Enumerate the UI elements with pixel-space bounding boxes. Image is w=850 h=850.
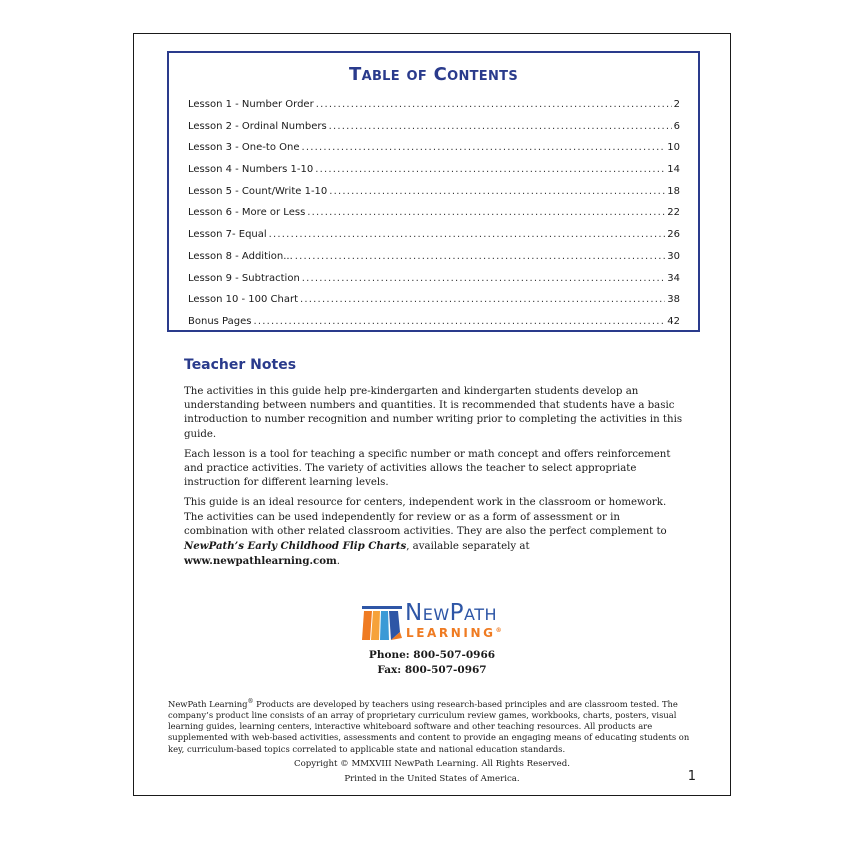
toc-leader (329, 186, 665, 197)
toc-entry (188, 273, 680, 295)
website-url: www.newpathlearning.com (184, 555, 337, 568)
toc-leader (316, 99, 672, 110)
toc-entry-page: 22 (667, 207, 680, 219)
document-page (133, 33, 731, 796)
toc-leader (315, 164, 665, 175)
registered-mark: ® (495, 627, 502, 634)
toc-entry-page: 34 (667, 272, 680, 284)
logo-wordmark-learning (406, 626, 502, 640)
about-brand: NewPath Learning (168, 698, 248, 709)
toc-entry (188, 99, 680, 121)
about-company (168, 696, 700, 755)
toc-entry-page: 30 (667, 250, 680, 262)
toc-entry-page: 2 (673, 99, 680, 110)
toc-entry-page: 6 (673, 120, 680, 132)
notes-paragraph-2: Each lesson is a tool for teaching a specific number or math concept and offers reinforcement and practice activities. The variety of activities allows the teacher to select appropriate instruction for different learning levels. (184, 448, 671, 489)
toc-entry-page: 38 (667, 294, 680, 306)
toc-entry (188, 207, 680, 229)
book-stack-icon (360, 602, 404, 642)
fax-number: Fax: 800-507-0967 (377, 664, 487, 676)
toc-entry-label: Lesson 6 - More or Less (188, 207, 306, 219)
contact-info (134, 648, 730, 678)
toc-leader (295, 251, 666, 262)
toc-entry-label: Lesson 7- Equal (188, 229, 267, 241)
notes-paragraph-3 (184, 496, 684, 569)
toc-entry-label: Lesson 5 - Count/Write 1-10 (188, 185, 328, 197)
logo-wordmark-newpath: NewPath (405, 600, 498, 626)
toc-entry-page: 42 (667, 315, 680, 327)
toc-leader (307, 207, 665, 218)
copyright (134, 757, 730, 787)
toc-leader (253, 316, 665, 327)
phone-number: Phone: 800-507-0966 (368, 649, 496, 661)
toc-entry-page: 10 (667, 142, 680, 154)
toc-entry-page: 26 (667, 229, 680, 241)
toc-entry (188, 229, 680, 251)
toc-entry (188, 121, 680, 143)
about-registered-mark: ® (247, 698, 254, 705)
toc-entry (188, 316, 680, 338)
toc-leader (301, 142, 665, 153)
printed-in-line: Printed in the United States of America. (344, 774, 520, 784)
toc-leader (269, 229, 666, 240)
toc-entry-label: Lesson 4 - Numbers 1-10 (188, 164, 314, 176)
toc-entry-page: 14 (667, 164, 680, 176)
toc-title: Table of Contents (349, 64, 518, 85)
toc-entry-label: Lesson 3 - One-to One (188, 142, 300, 154)
newpath-logo (360, 600, 520, 644)
about-text: Products are developed by teachers using research-based principles and are classroom tested. The company’s product line consists of an array of proprietary curriculum review games, workbooks, charts, posters, visual learning guides, learning centers, interactive whiteboard software and other teaching resources. All products are supplemented with web-based activities, assessments and content to provide an engaging means of educating students on key, curriculum-based topics correlated to applicable state and national education standards. (168, 698, 690, 754)
notes-p3-end: . (336, 556, 341, 568)
logo-learning-text: LEARNING (406, 626, 496, 640)
notes-paragraph-1: The activities in this guide help pre-kindergarten and kindergarten students develop an understanding between numbers and quantities. It is recommended that students have a basic introduction to number recognition and number writing prior to completing the activities in this guide. (184, 386, 683, 440)
toc-entry (188, 251, 680, 273)
toc-list (188, 99, 680, 338)
table-of-contents (167, 51, 700, 332)
toc-entry-label: Bonus Pages (188, 315, 252, 327)
copyright-line: Copyright © MMXVIII NewPath Learning. All Rights Reserved. (294, 759, 570, 769)
flip-charts-title: NewPath’s Early Childhood Flip Charts (184, 540, 407, 553)
teacher-notes-body (184, 385, 684, 575)
toc-entry-label: Lesson 10 - 100 Chart (188, 294, 299, 306)
notes-p3-text-2: , available separately at (406, 541, 530, 553)
toc-leader (329, 121, 672, 132)
toc-leader (302, 273, 665, 284)
toc-entry-page: 18 (667, 185, 680, 197)
teacher-notes-heading: Teacher Notes (184, 357, 297, 373)
toc-entry (188, 142, 680, 164)
toc-entry-label: Lesson 8 - Addition... (188, 250, 293, 262)
toc-entry (188, 164, 680, 186)
notes-p3-text: This guide is an ideal resource for centers, independent work in the classroom or homework. The activities can be used independently for review or as a form of assessment or in combination with other related classroom activities. They are also the perfect complement to (184, 497, 667, 537)
toc-entry (188, 294, 680, 316)
toc-entry (188, 186, 680, 208)
toc-entry-label: Lesson 1 - Number Order (188, 99, 314, 110)
toc-entry-label: Lesson 2 - Ordinal Numbers (188, 120, 327, 132)
page-number: 1 (687, 769, 696, 784)
toc-leader (300, 294, 665, 305)
toc-entry-label: Lesson 9 - Subtraction (188, 272, 300, 284)
